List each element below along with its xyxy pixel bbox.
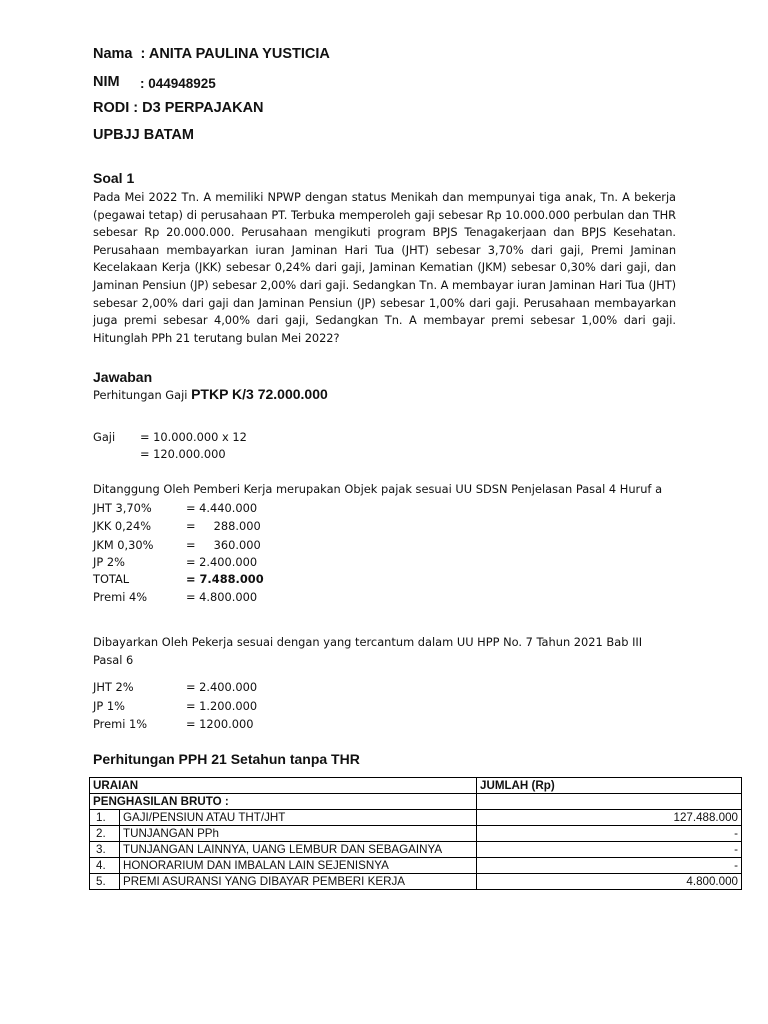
dibayarkan-title-2: Pasal 6 bbox=[93, 653, 134, 667]
gaji-result: = 120.000.000 bbox=[140, 447, 226, 461]
row-number: 5. bbox=[90, 874, 120, 890]
student-nim-value: : 044948925 bbox=[140, 76, 216, 91]
study-program: RODI : D3 PERPAJAKAN bbox=[93, 100, 264, 116]
table-row bbox=[90, 858, 742, 874]
row-number: 4. bbox=[90, 858, 120, 874]
item-label: JKM 0,30% bbox=[93, 538, 154, 552]
row-number: 2. bbox=[90, 826, 120, 842]
jawaban-title: Jawaban bbox=[93, 369, 153, 385]
row-description: HONORARIUM DAN IMBALAN LAIN SEJENISNYA bbox=[120, 858, 477, 874]
soal-title: Soal 1 bbox=[93, 170, 135, 186]
row-amount: - bbox=[477, 858, 742, 874]
row-description: PREMI ASURANSI YANG DIBAYAR PEMBERI KERJA bbox=[120, 874, 477, 890]
gaji-label: Gaji bbox=[93, 430, 116, 444]
perhitungan-prefix: Perhitungan Gaji bbox=[93, 388, 192, 402]
item-label: JHT 2% bbox=[93, 680, 134, 694]
row-number: 3. bbox=[90, 842, 120, 858]
col-uraian: URAIAN bbox=[90, 778, 477, 794]
row-amount: - bbox=[477, 842, 742, 858]
row-description: TUNJANGAN PPh bbox=[120, 826, 477, 842]
student-nim-label: NIM bbox=[93, 74, 120, 90]
row-description: GAJI/PENSIUN ATAU THT/JHT bbox=[120, 810, 477, 826]
item-label: JKK 0,24% bbox=[93, 519, 152, 533]
item-label: TOTAL bbox=[93, 572, 130, 586]
upbjj: UPBJJ BATAM bbox=[93, 127, 194, 143]
table-header-row bbox=[90, 778, 742, 794]
row-description: TUNJANGAN LAINNYA, UANG LEMBUR DAN SEBAGAINYA bbox=[120, 842, 477, 858]
item-value: = 4.800.000 bbox=[186, 590, 258, 604]
item-value: = 1.200.000 bbox=[186, 699, 258, 713]
student-name: Nama : ANITA PAULINA YUSTICIA bbox=[93, 46, 330, 62]
table-row bbox=[90, 874, 742, 890]
dibayarkan-title-1: Dibayarkan Oleh Pekerja sesuai dengan yang tercantum dalam UU HPP No. 7 Tahun 2021 Bab III bbox=[93, 635, 643, 649]
item-label: JHT 3,70% bbox=[93, 501, 152, 515]
item-label: JP 2% bbox=[93, 555, 125, 569]
row-amount: - bbox=[477, 826, 742, 842]
item-value: = 288.000 bbox=[186, 519, 261, 533]
section-amount bbox=[477, 794, 742, 810]
section-label: PENGHASILAN BRUTO : bbox=[90, 794, 477, 810]
item-label: Premi 4% bbox=[93, 590, 148, 604]
row-number: 1. bbox=[90, 810, 120, 826]
pph-table bbox=[89, 777, 742, 890]
item-value: = 360.000 bbox=[186, 538, 261, 552]
item-value: = 2.400.000 bbox=[186, 555, 258, 569]
table-row bbox=[90, 842, 742, 858]
perhitungan-gaji-line bbox=[93, 386, 328, 402]
item-label: Premi 1% bbox=[93, 717, 148, 731]
item-value: = 4.440.000 bbox=[186, 501, 258, 515]
ditanggung-title: Ditanggung Oleh Pemberi Kerja merupakan Objek pajak sesuai UU SDSN Penjelasan Pasal 4 Huruf a bbox=[93, 482, 663, 496]
table-row bbox=[90, 810, 742, 826]
gaji-calc: = 10.000.000 x 12 bbox=[140, 430, 247, 444]
item-value: = 1200.000 bbox=[186, 717, 254, 731]
item-label: JP 1% bbox=[93, 699, 125, 713]
soal-text: Pada Mei 2022 Tn. A memiliki NPWP dengan status Menikah dan mempunyai tiga anak, Tn. A bekerja (pegawai tetap) di perusahaan PT. Terbuka memperoleh gaji sebesar Rp 10.000.000 perbulan dan THR sebesar Rp 20.000.000. Perusahaan mengikuti program BPJS Tenagakerjaan dan BPJS Kesehatan. Perusahaan membayarkan iuran Jaminan Hari Tua (JHT) sebesar 3,70% dari gaji, Premi Jaminan Kecelakaan Kerja (JKK) sebesar 0,24% dari gaji, Jaminan Kematian (JKM) sebesar 0,30% dari gaji, dan Jaminan Pensiun (JP) sebesar 2,00% dari gaji. Sedangkan Tn. A membayar iuran Jaminan Hari Tua (JHT) sebesar 2,00% dari gaji dan Jaminan Pensiun (JP) sebesar 1,00% dari gaji. Perusahaan membayarkan juga premi sebesar 4,00% dari gaji, Sedangkan Tn. A membayar premi sebesar 1,00% dari gaji. Hitunglah PPh 21 terutang bulan Mei 2022? bbox=[93, 190, 676, 345]
item-value: = 2.400.000 bbox=[186, 680, 258, 694]
table-row bbox=[90, 826, 742, 842]
pph-title: Perhitungan PPH 21 Setahun tanpa THR bbox=[93, 751, 360, 767]
ptkp-value: PTKP K/3 72.000.000 bbox=[191, 386, 328, 402]
item-value: = 7.488.000 bbox=[186, 572, 264, 586]
section-row bbox=[90, 794, 742, 810]
row-amount: 127.488.000 bbox=[477, 810, 742, 826]
row-amount: 4.800.000 bbox=[477, 874, 742, 890]
col-jumlah: JUMLAH (Rp) bbox=[477, 778, 742, 794]
